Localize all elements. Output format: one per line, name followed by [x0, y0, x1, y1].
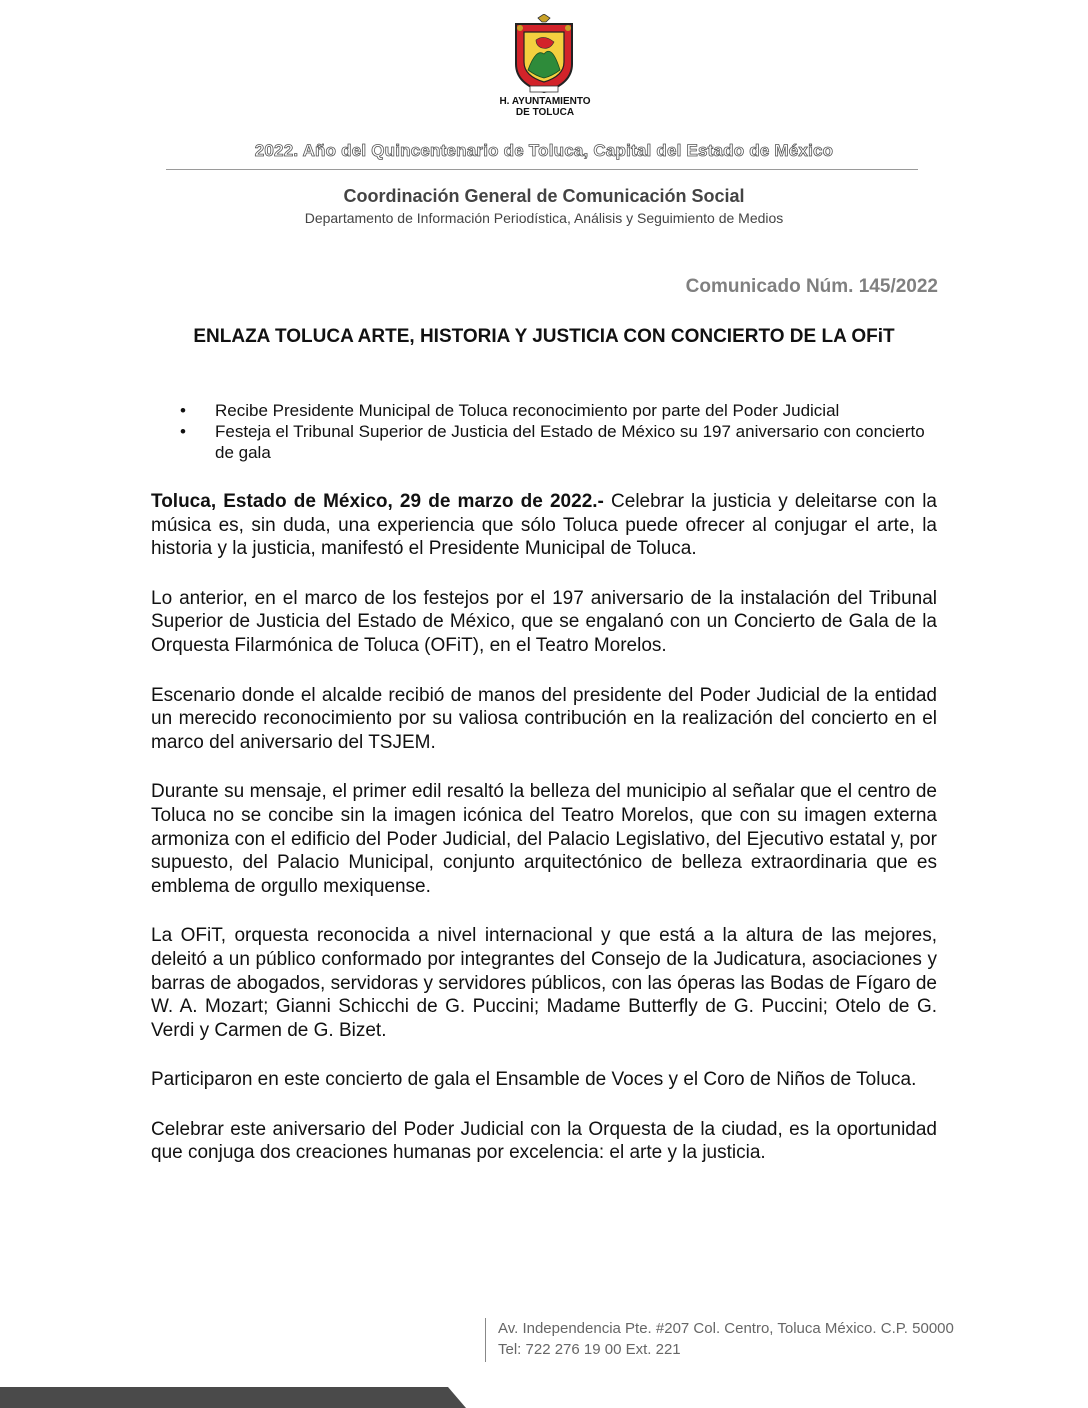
- body-paragraph: Durante su mensaje, el primer edil resaltó la belleza del municipio al señalar que el centro de Toluca no se concibe sin la imagen icónica del Teatro Morelos, que con su imagen externa armoniza con el edificio del Poder Judicial, del Palacio Legislativo, del Ejecutivo estatal y, por supuesto, del Palacio Municipal, conjunto arquitectónico de belleza extraordinaria que es emblema de orgullo mexiquense.: [151, 781, 937, 897]
- body-paragraph: Celebrar este aniversario del Poder Judicial con la Orquesta de la ciudad, es la oportunidad que conjuga dos creaciones humanas por excelencia: el arte y la justicia.: [151, 1118, 937, 1164]
- footer-address: Av. Independencia Pte. #207 Col. Centro, Toluca México. C.P. 50000: [498, 1320, 954, 1337]
- footer-phone: Tel: 722 276 19 00 Ext. 221: [498, 1341, 681, 1358]
- release-number: Comunicado Núm. 145/2022: [685, 276, 938, 297]
- highlight-text: Festeja el Tribunal Superior de Justicia del Estado de México su 197 aniversario con concierto de gala: [215, 422, 925, 462]
- highlight-item: [180, 400, 940, 421]
- header-divider: [166, 169, 918, 170]
- bullet-icon: •: [180, 401, 186, 420]
- press-release-body: [151, 490, 937, 1191]
- highlight-item: [180, 421, 940, 463]
- highlights-list: [180, 400, 940, 463]
- organization-line2: DE TOLUCA: [515, 107, 575, 118]
- year-motto: 2022. Año del Quincentenario de Toluca, Capital del Estado de México: [254, 141, 834, 160]
- highlight-text: Recibe Presidente Municipal de Toluca reconocimiento por parte del Poder Judicial: [215, 401, 840, 420]
- footer-divider: [485, 1318, 486, 1362]
- department-subtitle: Departamento de Información Periodística, Análisis y Seguimiento de Medios: [304, 210, 784, 226]
- body-paragraph: Lo anterior, en el marco de los festejos por el 197 aniversario de la instalación del Tribunal Superior de Justicia del Estado de México, que se engalanó con un Concierto de Gala de la Orquesta Filarmónica de Toluca (OFiT), en el Teatro Morelos.: [151, 587, 937, 656]
- organization-name: [470, 96, 620, 118]
- lead-text: Celebrar la justicia y deleitarse con la música es, sin duda, una experiencia que sólo Toluca puede ofrecer al conjugar el arte, la historia y la justicia, manifestó el Presidente Municipal de Toluca.: [151, 491, 937, 560]
- body-paragraph: Escenario donde el alcalde recibió de manos del presidente del Poder Judicial de la entidad un merecido reconocimiento por su valiosa contribución en la realización del concierto en el marco del aniversario del TSJEM.: [151, 684, 937, 753]
- organization-line1: H. AYUNTAMIENTO: [499, 96, 591, 107]
- body-paragraph: La OFiT, orquesta reconocida a nivel internacional y que está a la altura de las mejores, deleitó a un público conformado por integrantes del Consejo de la Judicatura, asociaciones y barras de abogados, servidoras y servidores públicos, con las óperas las Bodas de Fígaro de W. A. Mozart; Gianni Schicchi de G. Puccini; Madame Butterfly de G. Puccini; Otelo de G. Verdi y Carmen de G. Bizet.: [151, 925, 937, 1041]
- coordination-title: Coordinación General de Comunicación Social: [343, 186, 745, 206]
- press-release-title: ENLAZA TOLUCA ARTE, HISTORIA Y JUSTICIA CON CONCIERTO DE LA OFiT: [193, 326, 895, 347]
- footer-bar: [0, 1387, 1088, 1408]
- dateline: Toluca, Estado de México, 29 de marzo de 2022.-: [151, 491, 604, 512]
- bullet-icon: •: [180, 422, 186, 441]
- body-paragraph: Participaron en este concierto de gala el Ensamble de Voces y el Coro de Niños de Toluca.: [151, 1069, 917, 1091]
- toluca-coat-of-arms-icon: [508, 14, 580, 96]
- lead-paragraph: [151, 490, 937, 561]
